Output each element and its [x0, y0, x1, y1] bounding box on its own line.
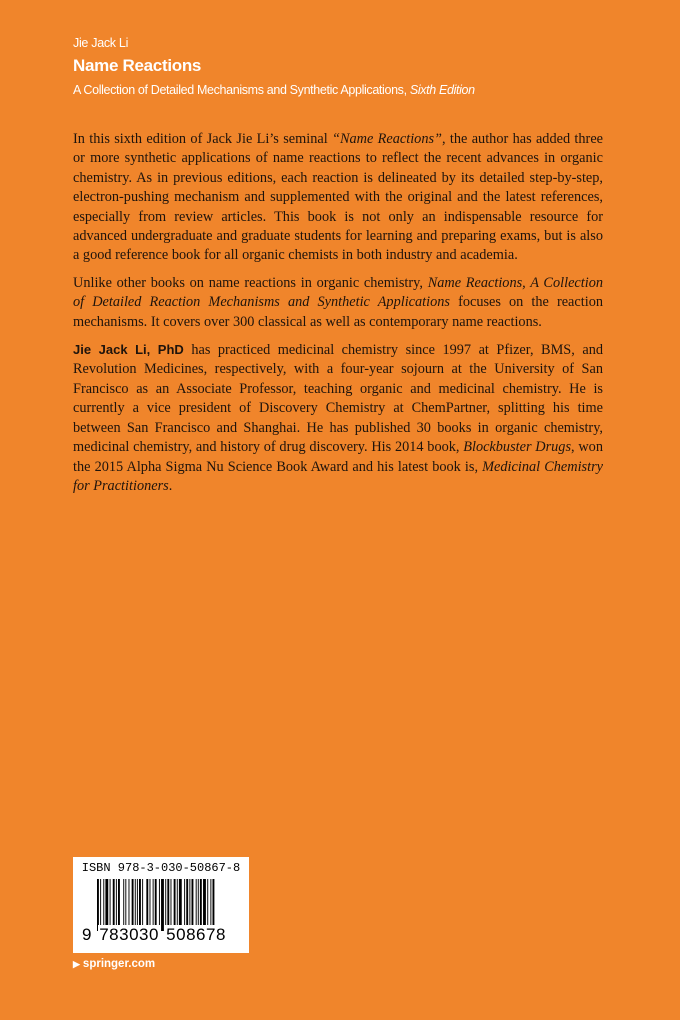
barcode-bar [186, 879, 188, 931]
text-segment: has practiced medicinal chemistry since 1997 at Pfizer, BMS, and Revolution Medicines, respectively, with a four-year sojourn at the University of San Francisco as an Associate Professor, teaching organic and medicinal chemistry. He is currently a vice president of Discovery Chemistry at ChemPartner, splitting his time between San Francisco and Shanghai. He has published 30 books in organic chemistry, medicinal chemistry, and history of drug discovery. His 2014 book, [73, 342, 603, 456]
blurb-paragraph [73, 130, 603, 266]
barcode-digits [81, 925, 227, 945]
text-segment: focuses on the reaction mechanisms. It covers over 300 classical as well as contemporary name reactions. [73, 294, 603, 330]
text-segment: “Name Reactions” [332, 131, 442, 147]
barcode-bar [192, 879, 194, 931]
barcode-bars [97, 879, 241, 931]
text-segment: Unlike other books on name reactions in organic chemistry, [73, 274, 428, 291]
book-title: Name Reactions [73, 56, 202, 75]
isbn-label: ISBN 978-3-030-50867-8 [81, 861, 241, 875]
arrow-right-icon: ▶ [73, 959, 80, 969]
barcode-bar [132, 879, 134, 931]
barcode-bar [203, 879, 206, 931]
barcode-bar [139, 879, 141, 931]
text-segment: . [168, 477, 173, 494]
barcode-bar [200, 879, 202, 931]
barcode-bar [146, 879, 148, 931]
barcode-bar [184, 879, 185, 931]
barcode-bar [171, 879, 172, 931]
barcode-bar [207, 879, 208, 931]
text-segment: Medicinal Chemistry for Practitioners [73, 458, 603, 494]
barcode-bar [97, 879, 99, 931]
barcode-bar [159, 879, 160, 931]
blurb-text [73, 130, 603, 504]
text-segment: Name Reactions, A Collection of Detailed Reaction Mechanisms and Synthetic Applications [73, 274, 603, 311]
barcode-digits-mid: 783030 [99, 925, 159, 944]
barcode-bar [198, 879, 199, 931]
text-segment: Jie Jack Li, PhD [73, 342, 184, 358]
text-segment: Blockbuster Drugs [463, 439, 572, 456]
book-subtitle [73, 83, 475, 97]
isbn-barcode [73, 857, 249, 953]
barcode-bar [155, 879, 157, 931]
barcode-bar [118, 879, 120, 931]
barcode-bar [123, 879, 124, 931]
barcode-bar [129, 879, 130, 931]
barcode-bar [100, 879, 101, 931]
barcode-bar [113, 879, 115, 931]
edition-text: Sixth Edition [409, 83, 475, 97]
barcode-bar [110, 879, 111, 931]
barcode-bar [142, 879, 143, 931]
subtitle-text: A Collection of Detailed Mechanisms and Synthetic Applications, [73, 83, 410, 97]
barcode-bar [174, 879, 176, 931]
barcode-bar [167, 879, 169, 931]
barcode-bar [135, 879, 136, 931]
author-name: Jie Jack Li [73, 36, 129, 50]
cover-header [73, 36, 475, 97]
barcode-bar [125, 879, 126, 931]
barcode-bar [150, 879, 151, 931]
barcode-bar [189, 879, 190, 931]
text-segment: In this sixth edition of Jack Jie Li’s seminal [73, 131, 333, 147]
publisher-url: springer.com [82, 958, 156, 970]
text-segment: , won the 2015 Alpha Sigma Nu Science Book Award and his latest book is, [73, 439, 603, 475]
blurb-paragraph [73, 340, 603, 496]
barcode-digits-last: 508678 [166, 925, 226, 944]
barcode-bar [105, 879, 108, 931]
barcode-bar [210, 879, 211, 931]
barcode-digit-first: 9 [82, 925, 92, 944]
barcode-bar [161, 879, 164, 931]
text-segment: , the author has added three or more synthetic applications of name reactions to reflect the recent advances in organic chemistry. As in previous editions, each reaction is delineated by its detailed step-by-step, electron-pushing mechanism and supplemented with the original and the latest references, especially from review articles. This book is not only an indispensable resource for advanced undergraduate and graduate students for learning and preparing exams, but is also a good reference book for all organic chemists in both industry and academia. [73, 131, 604, 264]
barcode-bar [137, 879, 138, 931]
barcode-bar [103, 879, 104, 931]
barcode-bar [153, 879, 154, 931]
barcode-bar [116, 879, 117, 931]
barcode-bar [213, 879, 215, 931]
publisher-link[interactable] [73, 958, 155, 970]
barcode-bar [179, 879, 182, 931]
blurb-paragraph [73, 274, 603, 332]
barcode-bar [177, 879, 178, 931]
barcode-bar [165, 879, 166, 931]
barcode-bar [196, 879, 197, 931]
